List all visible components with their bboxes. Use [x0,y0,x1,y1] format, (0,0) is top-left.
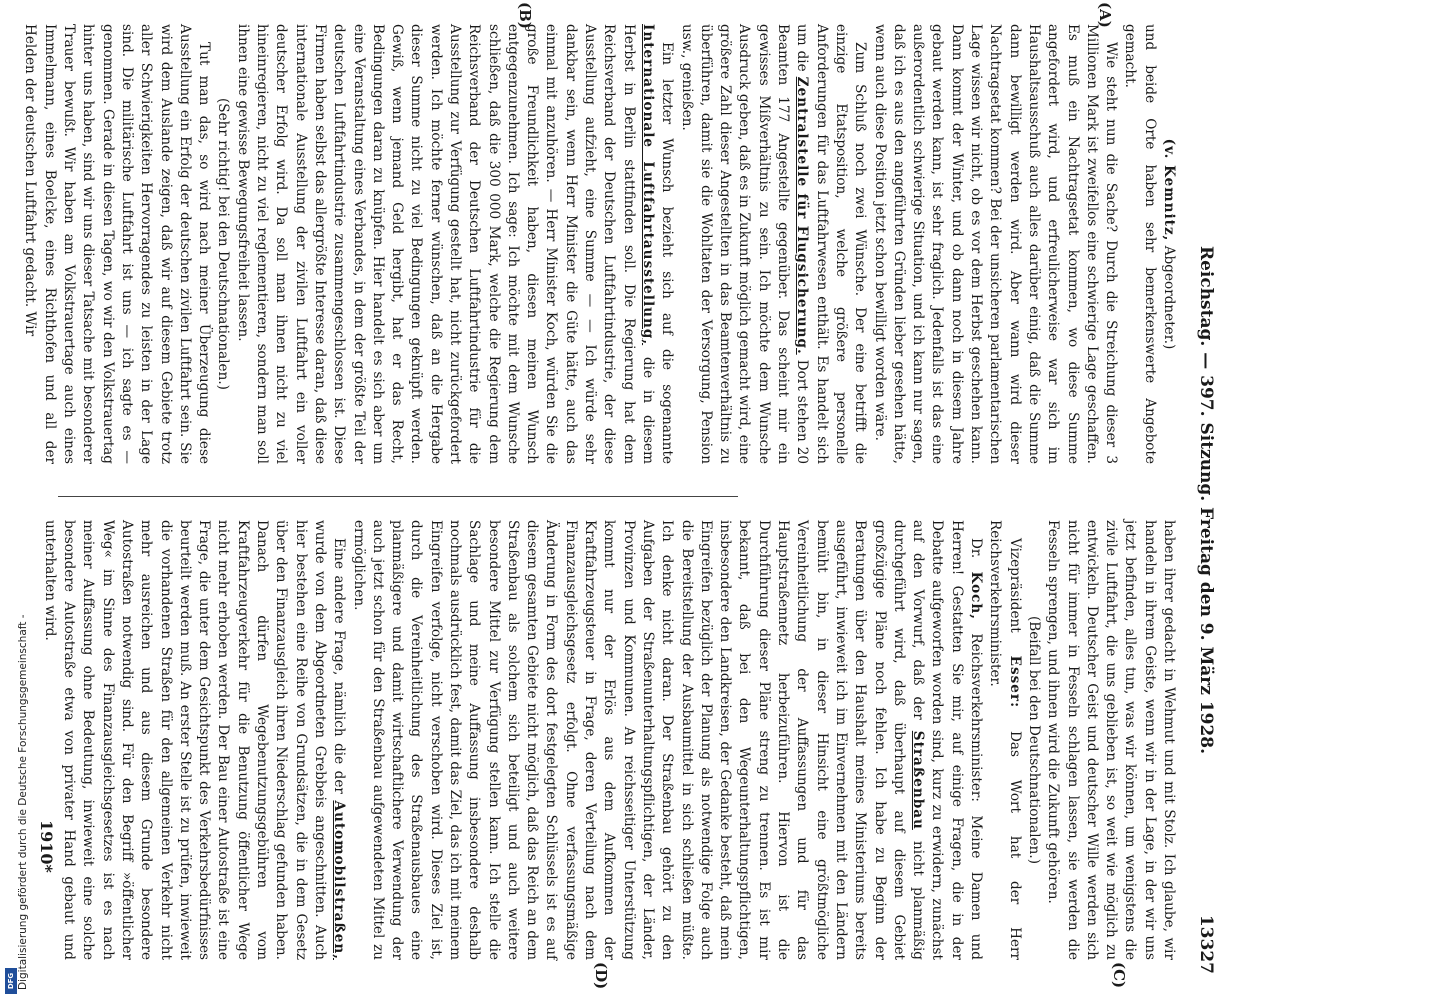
page-number: 13327 [1196,914,1216,974]
paragraph [232,24,676,464]
paragraph: Wie steht nun die Sache? Durch die Streichung dieser 3 Millionen Mark ist zweifellos eine schwierige Lage geschaffen. Es muß ein Nachtragsetat kommen, wo diese Summe angefordert wird, und erfreulicherweise war sich im Haushaltsausschuß auch alles darüber einig, daß die Summe dann bewilligt werden wird. Aber wann wird dieser Nachtragsetat kommen? Bei der unsicheren parlamentarischen Lage wissen wir nicht, ob es vor dem Herbst geschehen kann. Dann kommt der Winter, und ob dann noch in diesem Jahre gebaut werden kann, ist sehr fraglich. Jedenfalls ist das eine außerordentlich schwierige Situation, und ich kann nur sagen, daß ich es aus den angeführten Gründen lieber gesehen hätte, wenn auch diese Position jetzt schon bewilligt worden wäre. [871,24,1120,464]
paragraph [676,24,869,464]
speaker-role: Abgeordneter.) [1161,241,1177,350]
margin-marker-a: (A) [1096,2,1114,28]
applause-note: (Beifall bei den Deutschnationalen.) [1025,615,1042,865]
text-run: Das Wort hat der Herr Reichsverkehrsminister. [987,520,1023,961]
text-run: die in diesem Herbst in Berlin stattfinden soll. Die Regierung hat dem Reichsverband der Deutschen Luftfahrtindustrie, der diese Ausstellung aufzieht, eine Summe — — Ich würde sehr dankbar sein, wenn Herr Minister die Güte hätte, auch das einmal mit anzuhören. — Herr Minister Koch, würden Sie die große Freundlichkeit haben, diesen meinen Wunsch entgegenzunehmen. Ich sage: Ich möchte mit dem Wunsche schließen, daß die 300 000 Mark, welche die Regierung dem Reichsverband der Deutschen Luftfahrtindustrie für die Ausstellung zur Verfügung gestellt hat, nicht zurückgefordert werden. Ich möchte ferner wünschen, daß an die Hergabe dieser Summe nicht zu viel Bedingungen geknüpft werden. Gewiß, wenn jemand Geld hergibt, hat er das Recht, Bedingungen daran zu knüpfen. Hier handelt es sich aber um eine Veranstaltung eines Verbandes, in dem der größte Teil der deutschen Luftfahrtindustrie zusammengeschlossen ist. Diese Firmen haben selbst das allergrößte Interesse daran, daß diese internationale Ausstellung der zivilen Luftfahrt ein voller deutscher Erfolg wird. Da soll man ihnen nicht zu viel hineinregieren, nicht zu viel reglementieren, sondern man soll ihnen eine gewisse Bewegungsfreiheit lassen. [234,24,656,464]
text-run: Vizepräsident [1006,538,1023,656]
paragraph [39,520,348,960]
paragraph: haben ihrer gedacht in Wehmut und mit Stolz. Ich glaube, wir handeln in ihrem Geiste, wenn wir in der Lage, in der wir uns jetzt befinden, alles tun, was wir können, um wenigstens die zivile Luftfahrt, die uns geblieben ist, so weit wie möglich zu entwickeln. Deutscher Geist und deutscher Wille werden sich nicht für immer in Fesseln schlagen lassen, sie werden die Fesseln sprengen, und ihnen wird die Zukunft gehören. [1045,520,1177,960]
text-run: Eine andere Frage, nämlich die der [331,538,348,794]
text-run: Reichsverkehrsminister: Meine Damen und Herren! Gestatten Sie mir, auf einige Fragen, die in der Debatte aufgeworfen worden sind, kurz zu erwidern, zunächst auf den Vorwurf, daß der [910,520,985,960]
running-head-title: Reichstag. — 397. Sitzung. Freitag den 9. März 1928. [1196,245,1216,755]
emphasized-term: Straßenbau [910,730,927,830]
digitization-credit [2,0,29,1000]
left-column [22,24,1178,465]
paragraph: Tut man das, so wird nach meiner Überzeugung diese Ausstellung ein Erfolg der deutschen zivilen Luftfahrt sein. Sie wird dem Auslande zeigen, daß wir auf diesem Gebiete trotz aller Schwierigkeiten Hervorragendes zu leisten in der Lage sind. Die militärische Luftfahrt ist uns — ich sagte es — genommen. Gerade in diesen Tagen, wo wir den Volkstrauertag hinter uns haben, sind wir uns dieser Tatsache mit besonderer Trauer bewußt. Wir haben am Volkstrauertage auch eines Immelmann, eines Boelcke, eines Richthofen und all der Helden der deutschen Luftfahrt gedacht. Wir [22,24,213,464]
speaker-name: (v. Kemnitz, [1161,138,1177,242]
column-divider [58,496,738,497]
applause-note: (Sehr richtig! bei den Deutschnationalen.) [215,98,232,390]
text-run: Zum Schluß noch zwei Wünsche. Der eine betrifft die einzige Etatsposition, welche größere personelle Anforderungen für das Luftfahrwesen enthält. Es handelt sich um die [794,24,869,464]
speaker-name: Esser: [1006,655,1023,709]
text-run: Dort stehen 20 Beamten 177 Angestellte gegenüber. Das scheint mir ein gewisses Mißverhältnis zu sein. Ich möchte dem Wunsche Ausdruck geben, daß es in Zukunft möglich gemacht wird, eine größere Zahl dieser Angestellten in das Beamtenverhältnis zu überführen, damit sie die Wohltaten der Versorgung, Pension usw., genießen. [678,24,811,465]
signature-mark: 1910* [37,820,56,873]
paragraph [985,520,1024,960]
emphasized-term: Zentralstelle für Flugsicherung. [794,76,811,355]
dfg-logo-text: DFG [7,972,15,990]
text-run: nicht planmäßig durchgeführt wird, daß überhaupt auf diesem Gebiet großzügige Pläne noch fehlen. Ich habe zu Beginn der Beratungen über den Haushalt meines Ministeriums bereits ausgeführt, inwieweit ich im Einvernehmen mit den Ländern bemüht bin, in dieser Hinsicht eine größtmögliche Vereinheitlichung der Auffassungen und für das Hauptstraßennetz herbeizuführen. Hiervon ist die Durchführung dieser Pläne streng zu trennen. Es ist mir bekannt, daß bei den Wegeunterhaltungspflichtigen, insbesondere den Landkreisen, der Gedanke besteht, daß mein Eingreifen bezüglich der Planung als notwendige Folge auch die Bereitstellung der Ausbaumittel in sich schließen müßte. Ich denke nicht daran. Der Straßenbau gehört zu den Aufgaben der Straßenunterhaltungspflichtigen, der Länder, Provinzen und Kommunen. An reichsseitiger Unterstützung kommt nur der Erlös aus dem Aufkommen der Kraftfahrzeugsteuer in Frage, deren Verteilung nach dem Finanzausgleichsgesetz erfolgt. Ohne verfassungsmäßige Änderung in Form des dort festgelegten Schlüssels ist es auf diesem gesamten Gebiete nicht möglich, daß das Reich an dem Straßenbau als solchem sich beteiligt und auch weitere besondere Mittel zur Verfügung stellen kann. Ich stelle die Sachlage und meine Auffassung insbesondere deshalb nochmals ausdrücklich fest, damit das Ziel, das ich mit meinem Eingreifen verfolge, nicht verschoben wird. Dieses Ziel ist, durch die Vereinheitlichung des Straßenausbaues eine planmäßigere und damit wirtschaftlichere Verwendung der auch jetzt schon für den Straßenbau aufgewendeten Mittel zu ermöglichen. [350,520,927,960]
text-run: Ein letzter Wunsch bezieht sich auf die sogenannte [659,42,676,464]
credit-text: Digitalisierung gefördert durch die Deutsche Forschungsgemeinschaft - [17,614,29,990]
emphasized-term: Automobilstraßen, [331,800,348,960]
paragraph [348,520,985,960]
margin-marker-c: (C) [1110,962,1128,989]
text-run: wurde von dem Abgeordneten Grebbeis angeschnitten. Auch hier bestehen eine Reihe von Grundsätzen, die in dem Gesetz über den Finanzausgleich ihren Niederschlag gefunden haben. Danach dürfen Wegebenutzungsgebühren vom Kraftfahrzeugverkehr für die Benutzung öffentlicher Wege nicht mehr erhoben werden. Der Bau einer Autostraße ist eine Frage, die unter dem Gesichtspunkt des Verkehrsbedürfnisses beurteilt werden muß. An erster Stelle ist zu prüfen, inwieweit die vorhandenen Straßen für den allgemeinen Verkehr nicht mehr ausreichen und aus diesem Grunde besondere Autostraßen notwendig sind. Für den Begriff »öffentlicher Weg« im Sinne des Finanzausgleichsgesetzes ist es nach meiner Auffassung ohne Bedeutung, inwieweit eine solche besondere Autostraße etwa von privater Hand gebaut und unterhalten wird. [41,520,328,960]
speaker-name: Koch, [968,571,985,621]
emphasized-term: Internationale Luftfahrtausstellung, [639,24,656,346]
dfg-logo-icon [5,968,17,994]
paragraph: und beide Orte haben sehr bemerkenswerte Angebote gemacht. [1122,24,1158,464]
speaker-continuation [1159,24,1178,464]
margin-marker-d: (D) [592,962,610,990]
running-head [1190,20,1216,980]
text-run: Dr. [968,538,985,572]
margin-marker-b: (B) [516,2,534,29]
